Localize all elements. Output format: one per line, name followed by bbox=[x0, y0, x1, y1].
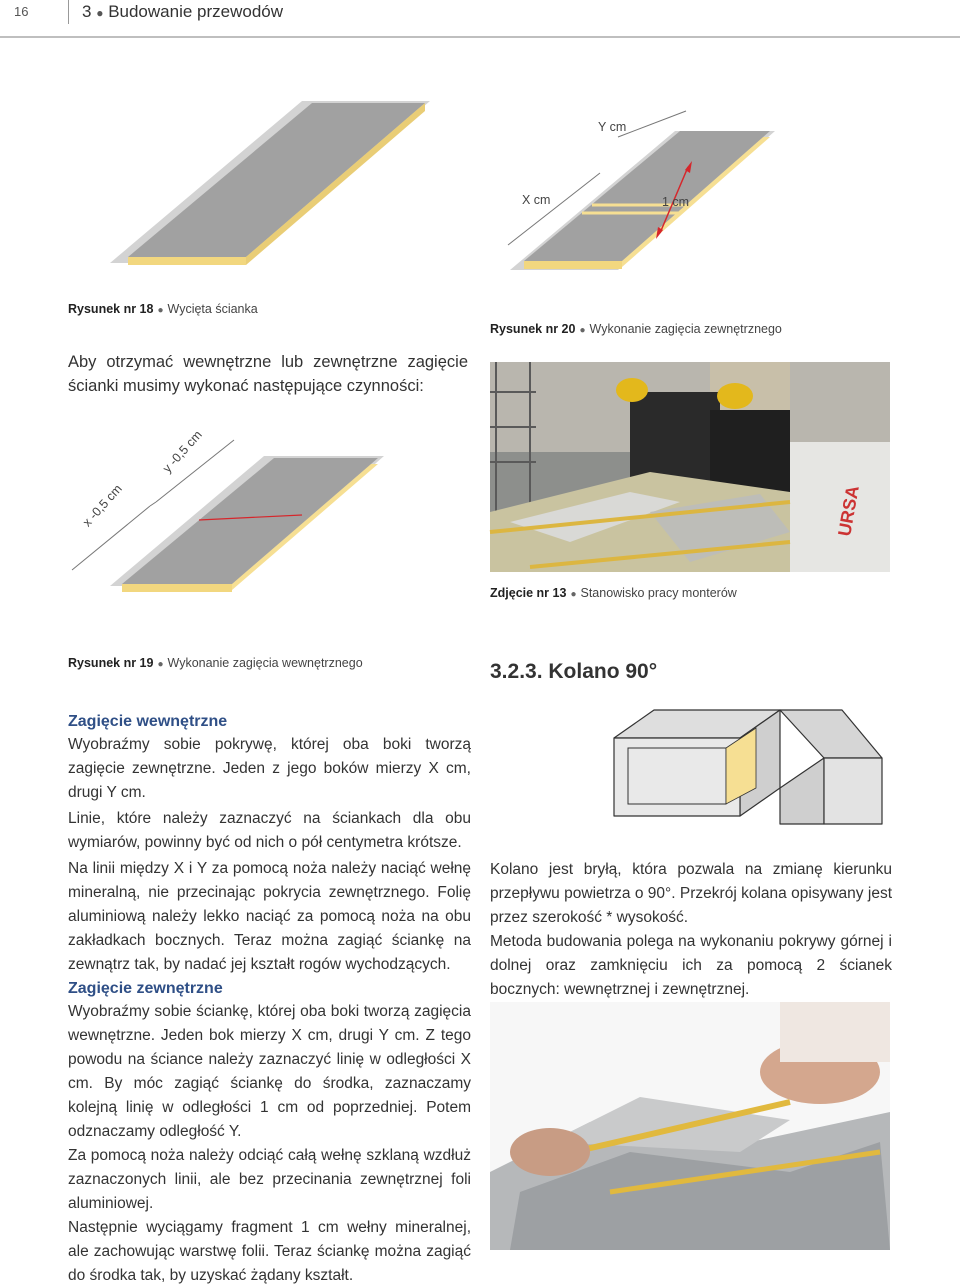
photo-hand-left bbox=[510, 1128, 590, 1176]
chapter-title: Budowanie przewodów bbox=[108, 2, 284, 21]
inner-bend-section bbox=[68, 713, 471, 977]
fig18-title: Wycięta ścianka bbox=[167, 302, 258, 316]
inner-bend-paragraph-2: Linie, które należy zaznaczyć na ściankach dla obu wymiarów, powinny być od nich o pół centymetra krótsze. bbox=[68, 810, 471, 851]
fig19-label-y: y -0,5 cm bbox=[160, 427, 205, 476]
outer-bend-section bbox=[68, 980, 471, 1288]
fig20-title: Wykonanie zagięcia zewnętrznego bbox=[589, 322, 782, 336]
fig18-number: Rysunek nr 18 bbox=[68, 302, 154, 316]
fig19-label-x: x -0,5 cm bbox=[80, 481, 125, 530]
fig18-caption: Rysunek nr 18 ● Wycięta ścianka bbox=[68, 302, 258, 316]
section-title: 3.2.3. Kolano 90° bbox=[490, 660, 658, 683]
intro-paragraph: Aby otrzymać wewnętrzne lub zewnętrzne zagięcie ścianki musimy wykonać następujące czynności: bbox=[68, 353, 468, 395]
photo13-number: Zdjęcie nr 13 bbox=[490, 586, 567, 600]
bending-panel-photo bbox=[490, 1002, 890, 1250]
fig20-number: Rysunek nr 20 bbox=[490, 322, 576, 336]
fig20-label-x: X cm bbox=[522, 193, 551, 207]
page-number: 16 bbox=[14, 4, 29, 19]
elbow-outlet-face bbox=[824, 758, 882, 824]
inner-bend-heading: Zagięcie wewnętrzne bbox=[68, 713, 228, 730]
fig20-label-y: Y cm bbox=[598, 120, 627, 134]
chapter-number: 3 bbox=[82, 2, 92, 21]
header-divider bbox=[68, 0, 69, 24]
outer-bend-paragraph-2: Za pomocą noża należy odciąć całą wełnę szklaną wzdłuż zaznaczonych linii, ale bez przecinania zewnętrznej foli aluminiowej. bbox=[68, 1147, 471, 1212]
photo-brand-logo: URSA bbox=[834, 483, 863, 538]
fig20-caption: Rysunek nr 20 ● Wykonanie zagięcia zewnętrznego bbox=[490, 322, 782, 336]
fig19-caption: Rysunek nr 19 ● Wykonanie zagięcia wewnętrznego bbox=[68, 656, 363, 670]
elbow-paragraph-2: Metoda budowania polega na wykonaniu pokrywy górnej i dolnej oraz zamknięciu ich za pomocą 2 ścianek bocznych: wewnętrznej i zewnętrznej. bbox=[490, 933, 892, 998]
panel-wool-edge bbox=[128, 257, 246, 265]
workers-photo bbox=[490, 362, 890, 572]
photo-helmet-1 bbox=[616, 378, 648, 402]
photo-helmet-2 bbox=[717, 383, 753, 409]
elbow-paragraph-1: Kolano jest bryłą, która pozwala na zmianę kierunku przepływu powietrza o 90°. Przekrój kolana opisywany jest przez szerokość * wysokość. bbox=[490, 861, 892, 926]
figure-19-drawing bbox=[66, 418, 406, 608]
inner-bend-paragraph-1: Wyobraźmy sobie pokrywę, której oba boki tworzą zagięcie zewnętrzne. Jeden z jego boków mierzy X cm, drugi Y cm. bbox=[68, 736, 471, 801]
photo13-title: Stanowisko pracy monterów bbox=[580, 586, 737, 600]
chapter-header bbox=[82, 2, 283, 22]
fig19-number: Rysunek nr 19 bbox=[68, 656, 154, 670]
outer-bend-paragraph-3: Następnie wyciągamy fragment 1 cm wełny mineralnej, ale zachowując warstwę folii. Teraz ściankę można zagiąć do środka tak, by uzyskać żądany kształt. bbox=[68, 1219, 471, 1284]
outer-bend-paragraph-1: Wyobraźmy sobie ściankę, której oba boki tworzą zagięcia wewnętrzne. Jeden bok mierzy X cm, drugi Y cm. Z tego powodu na ściance należy zaznaczyć linię w odległości X cm. By móc zagiąć ściankę do środka, zaznaczamy kolejną linię w odległości 1 cm od poprzedniej. Potem odznaczamy odległość Y. bbox=[68, 1003, 471, 1140]
elbow-text bbox=[490, 858, 892, 1002]
fig19-title: Wykonanie zagięcia wewnętrznego bbox=[167, 656, 363, 670]
outer-bend-heading: Zagięcie zewnętrzne bbox=[68, 980, 223, 997]
inner-bend-paragraph-3: Na linii między X i Y za pomocą noża należy naciąć wełnę mineralną, nie przecinając pokrycia zewnętrznego. Folię aluminiową należy lekko naciąć za pomocą noża na obu zakładkach bocznych. Teraz można zagiąć ściankę na zewnątrz tak, by nadać jej kształt rogów wychodzących. bbox=[68, 860, 471, 973]
figure-18-drawing bbox=[100, 95, 460, 280]
elbow-drawing bbox=[610, 690, 890, 825]
fig20-label-1cm: 1 cm bbox=[662, 195, 690, 209]
header-rule bbox=[0, 36, 960, 38]
bullet-separator: ● bbox=[96, 6, 104, 20]
photo13-caption: Zdjęcie nr 13 ● Stanowisko pracy monterów bbox=[490, 586, 737, 600]
